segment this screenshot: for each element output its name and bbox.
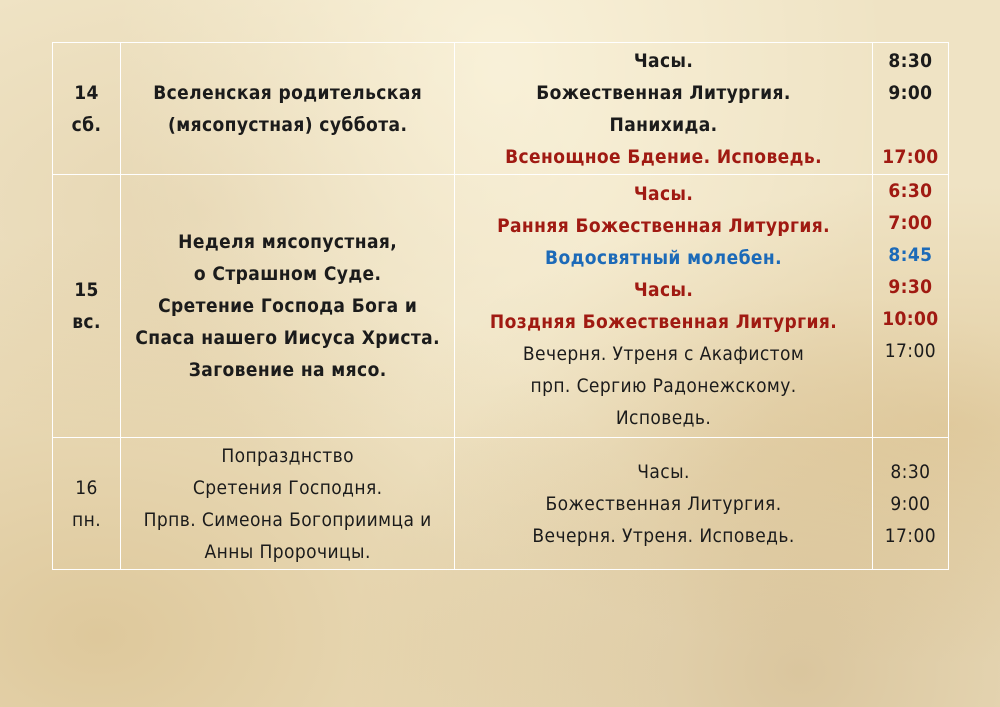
feast-line: Прпв. Симеона Богоприимца и bbox=[143, 508, 432, 531]
service-line: Вечерня. Утреня. Исповедь. bbox=[532, 524, 795, 547]
service-line: Часы. bbox=[633, 183, 694, 205]
service-line: Панихида. bbox=[609, 113, 718, 136]
date-cell bbox=[53, 43, 121, 175]
table-row bbox=[53, 438, 949, 570]
service-line: Часы. bbox=[633, 279, 694, 301]
service-time: 17:00 bbox=[882, 145, 939, 168]
date-cell bbox=[53, 438, 121, 570]
services-cell bbox=[455, 43, 873, 175]
time-cell bbox=[872, 438, 948, 570]
feast-line: Анны Пророчицы. bbox=[204, 540, 371, 563]
feast-line: Сретение Господа Бога и bbox=[158, 295, 418, 317]
services-cell bbox=[455, 175, 873, 438]
feast-line: Заговение на мясо. bbox=[188, 359, 387, 381]
schedule-table bbox=[52, 42, 949, 570]
service-line: Вечерня. Утреня с Акафистом bbox=[522, 343, 805, 365]
time-cell bbox=[872, 43, 948, 175]
service-line: Водосвятный молебен. bbox=[545, 247, 783, 269]
service-time: 8:30 bbox=[888, 49, 933, 72]
service-line: Божественная Литургия. bbox=[536, 81, 791, 104]
feast-cell bbox=[121, 43, 455, 175]
service-time: 8:30 bbox=[890, 460, 931, 483]
table-row bbox=[53, 175, 949, 438]
service-line: Божественная Литургия. bbox=[545, 492, 782, 515]
weekday: сб. bbox=[71, 113, 102, 136]
service-time: 7:00 bbox=[888, 212, 933, 234]
feast-cell bbox=[121, 175, 455, 438]
weekday: пн. bbox=[72, 508, 102, 531]
service-line: Часы. bbox=[633, 49, 694, 72]
service-time: 10:00 bbox=[882, 308, 939, 330]
service-line: Исповедь. bbox=[615, 407, 712, 429]
date-cell bbox=[53, 175, 121, 438]
service-line: Часы. bbox=[637, 460, 690, 483]
time-cell bbox=[872, 175, 948, 438]
day-number: 16 bbox=[75, 476, 98, 499]
time-spacer bbox=[877, 109, 944, 141]
service-time: 6:30 bbox=[888, 180, 933, 202]
service-time: 8:45 bbox=[888, 244, 933, 266]
service-time: 9:30 bbox=[888, 276, 933, 298]
feast-line: о Страшном Суде. bbox=[193, 263, 382, 285]
feast-line: Сретения Господня. bbox=[192, 476, 383, 499]
table-row bbox=[53, 43, 949, 175]
service-line: Ранняя Божественная Литургия. bbox=[497, 215, 830, 237]
feast-line: Попразднство bbox=[221, 444, 354, 467]
service-line: Всенощное Бдение. Исповедь. bbox=[505, 145, 822, 168]
day-number: 15 bbox=[74, 279, 99, 301]
service-time: 9:00 bbox=[890, 492, 931, 515]
service-line: прп. Сергию Радонежскому. bbox=[530, 375, 797, 397]
day-number: 14 bbox=[74, 81, 99, 104]
feast-line: Спаса нашего Иисуса Христа. bbox=[135, 327, 440, 349]
service-line: Поздняя Божественная Литургия. bbox=[489, 311, 838, 333]
service-time: 17:00 bbox=[884, 340, 937, 362]
service-time: 9:00 bbox=[888, 81, 933, 104]
services-cell bbox=[455, 438, 873, 570]
feast-cell bbox=[121, 438, 455, 570]
weekday: вс. bbox=[72, 311, 101, 333]
feast-line: Неделя мясопустная, bbox=[178, 231, 398, 253]
feast-line: (мясопустная) суббота. bbox=[168, 113, 408, 136]
service-time: 17:00 bbox=[884, 524, 937, 547]
feast-line: Вселенская родительская bbox=[153, 81, 423, 104]
